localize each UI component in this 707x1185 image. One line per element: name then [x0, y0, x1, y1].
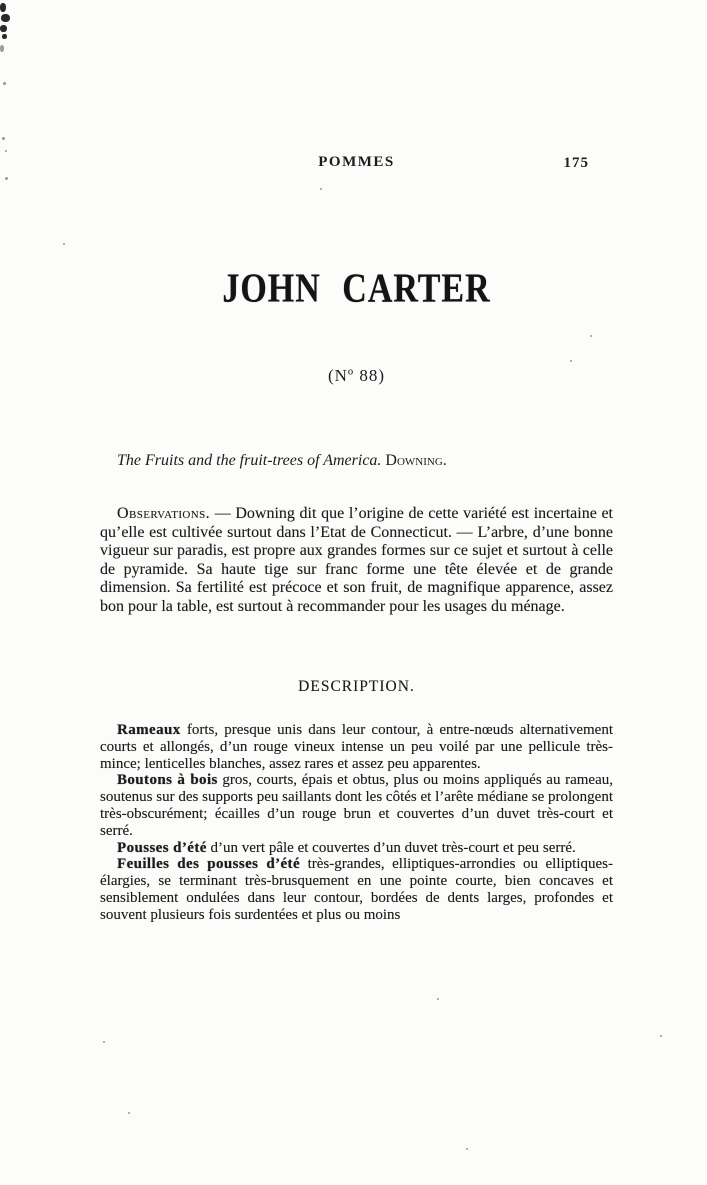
scan-speck [103, 1041, 105, 1043]
paragraph-pousses-lead: Pousses d’été [117, 839, 207, 856]
scan-speck [2, 34, 7, 39]
scan-speck [320, 188, 322, 190]
paragraph-rameaux-lead: Rameaux [117, 722, 181, 738]
observations-text: — Downing dit que l’origine de cette variété est incertaine et qu’elle est cultivée surtout dans l’Etat de Connecticut. — L’arbre, d’une bonne vigueur sur paradis, est propre aux grandes formes sur ce sujet et surtout à celle de pyramide. Sa haute tige sur franc forme une tête élevée et de grande dimension. Sa fertilité est précoce et son fruit, de magnifique apparence, assez bon pour la table, est surtout à recommander pour les usages du ménage. [100, 505, 614, 615]
paragraph-pousses [100, 840, 613, 857]
scan-speck [0, 3, 6, 12]
reference-author: Downing. [385, 452, 447, 469]
scan-speck [2, 137, 5, 140]
scan-speck [437, 998, 439, 1000]
scan-speck [0, 45, 4, 52]
description-heading: DESCRIPTION. [298, 678, 415, 695]
paragraph-boutons-lead: Boutons à bois [117, 772, 218, 789]
scan-speck [466, 1148, 468, 1150]
running-title: POMMES [318, 154, 395, 170]
paragraph-feuilles-lead: Feuilles des pousses d’été [117, 856, 301, 873]
scan-speck [5, 150, 7, 152]
observations-lead: Observations. [117, 505, 211, 522]
observations-paragraph [100, 505, 613, 617]
scan-speck [5, 177, 8, 180]
variety-title: JOHN CARTER [222, 266, 491, 312]
page-number: 175 [563, 155, 589, 171]
reference-work: The Fruits and the fruit-trees of America. [117, 452, 382, 469]
scan-speck [590, 335, 592, 337]
scan-speck [3, 82, 6, 85]
paragraph-feuilles [100, 856, 613, 923]
description-section [100, 722, 613, 924]
paragraph-rameaux [100, 722, 613, 772]
running-head [100, 154, 613, 174]
paragraph-boutons-text: gros, courts, épais et obtus, plus ou moins appliqués au rameau, soutenus sur des supports peu saillants dont les côtés et l’arête médiane se prolongent très-obscurément; écailles d’un rouge brun et couvertes d’un duvet très-court et serré. [100, 772, 613, 839]
scan-speck [0, 25, 7, 32]
variety-number: (Nº 88) [327, 366, 386, 385]
paragraph-rameaux-text: forts, presque unis dans leur contour, à entre-nœuds alternativement courts et allongés, d’un rouge vineux intense un peu voilé par une pellicule très-mince; lenticelles blanches, assez rares et assez peu apparentes. [100, 722, 614, 772]
scan-speck [63, 243, 65, 245]
paragraph-pousses-text: d’un vert pâle et couvertes d’un duvet très-court et peu serré. [210, 839, 576, 856]
scan-speck [570, 360, 572, 362]
scan-speck [128, 1112, 130, 1114]
scan-speck [660, 1035, 662, 1037]
title-wrap [100, 266, 613, 312]
paragraph-feuilles-text: très-grandes, elliptiques-arrondies ou elliptiques-élargies, se terminant très-brusquement en une pointe courte, bien concaves et sensiblement ondulées dans leur contour, bordées de dents larges, profondes et souvent plusieurs fois surdentées et plus ou moins [100, 856, 614, 923]
scan-speck [1, 14, 10, 22]
reference-line [100, 452, 613, 470]
paragraph-boutons [100, 772, 613, 839]
